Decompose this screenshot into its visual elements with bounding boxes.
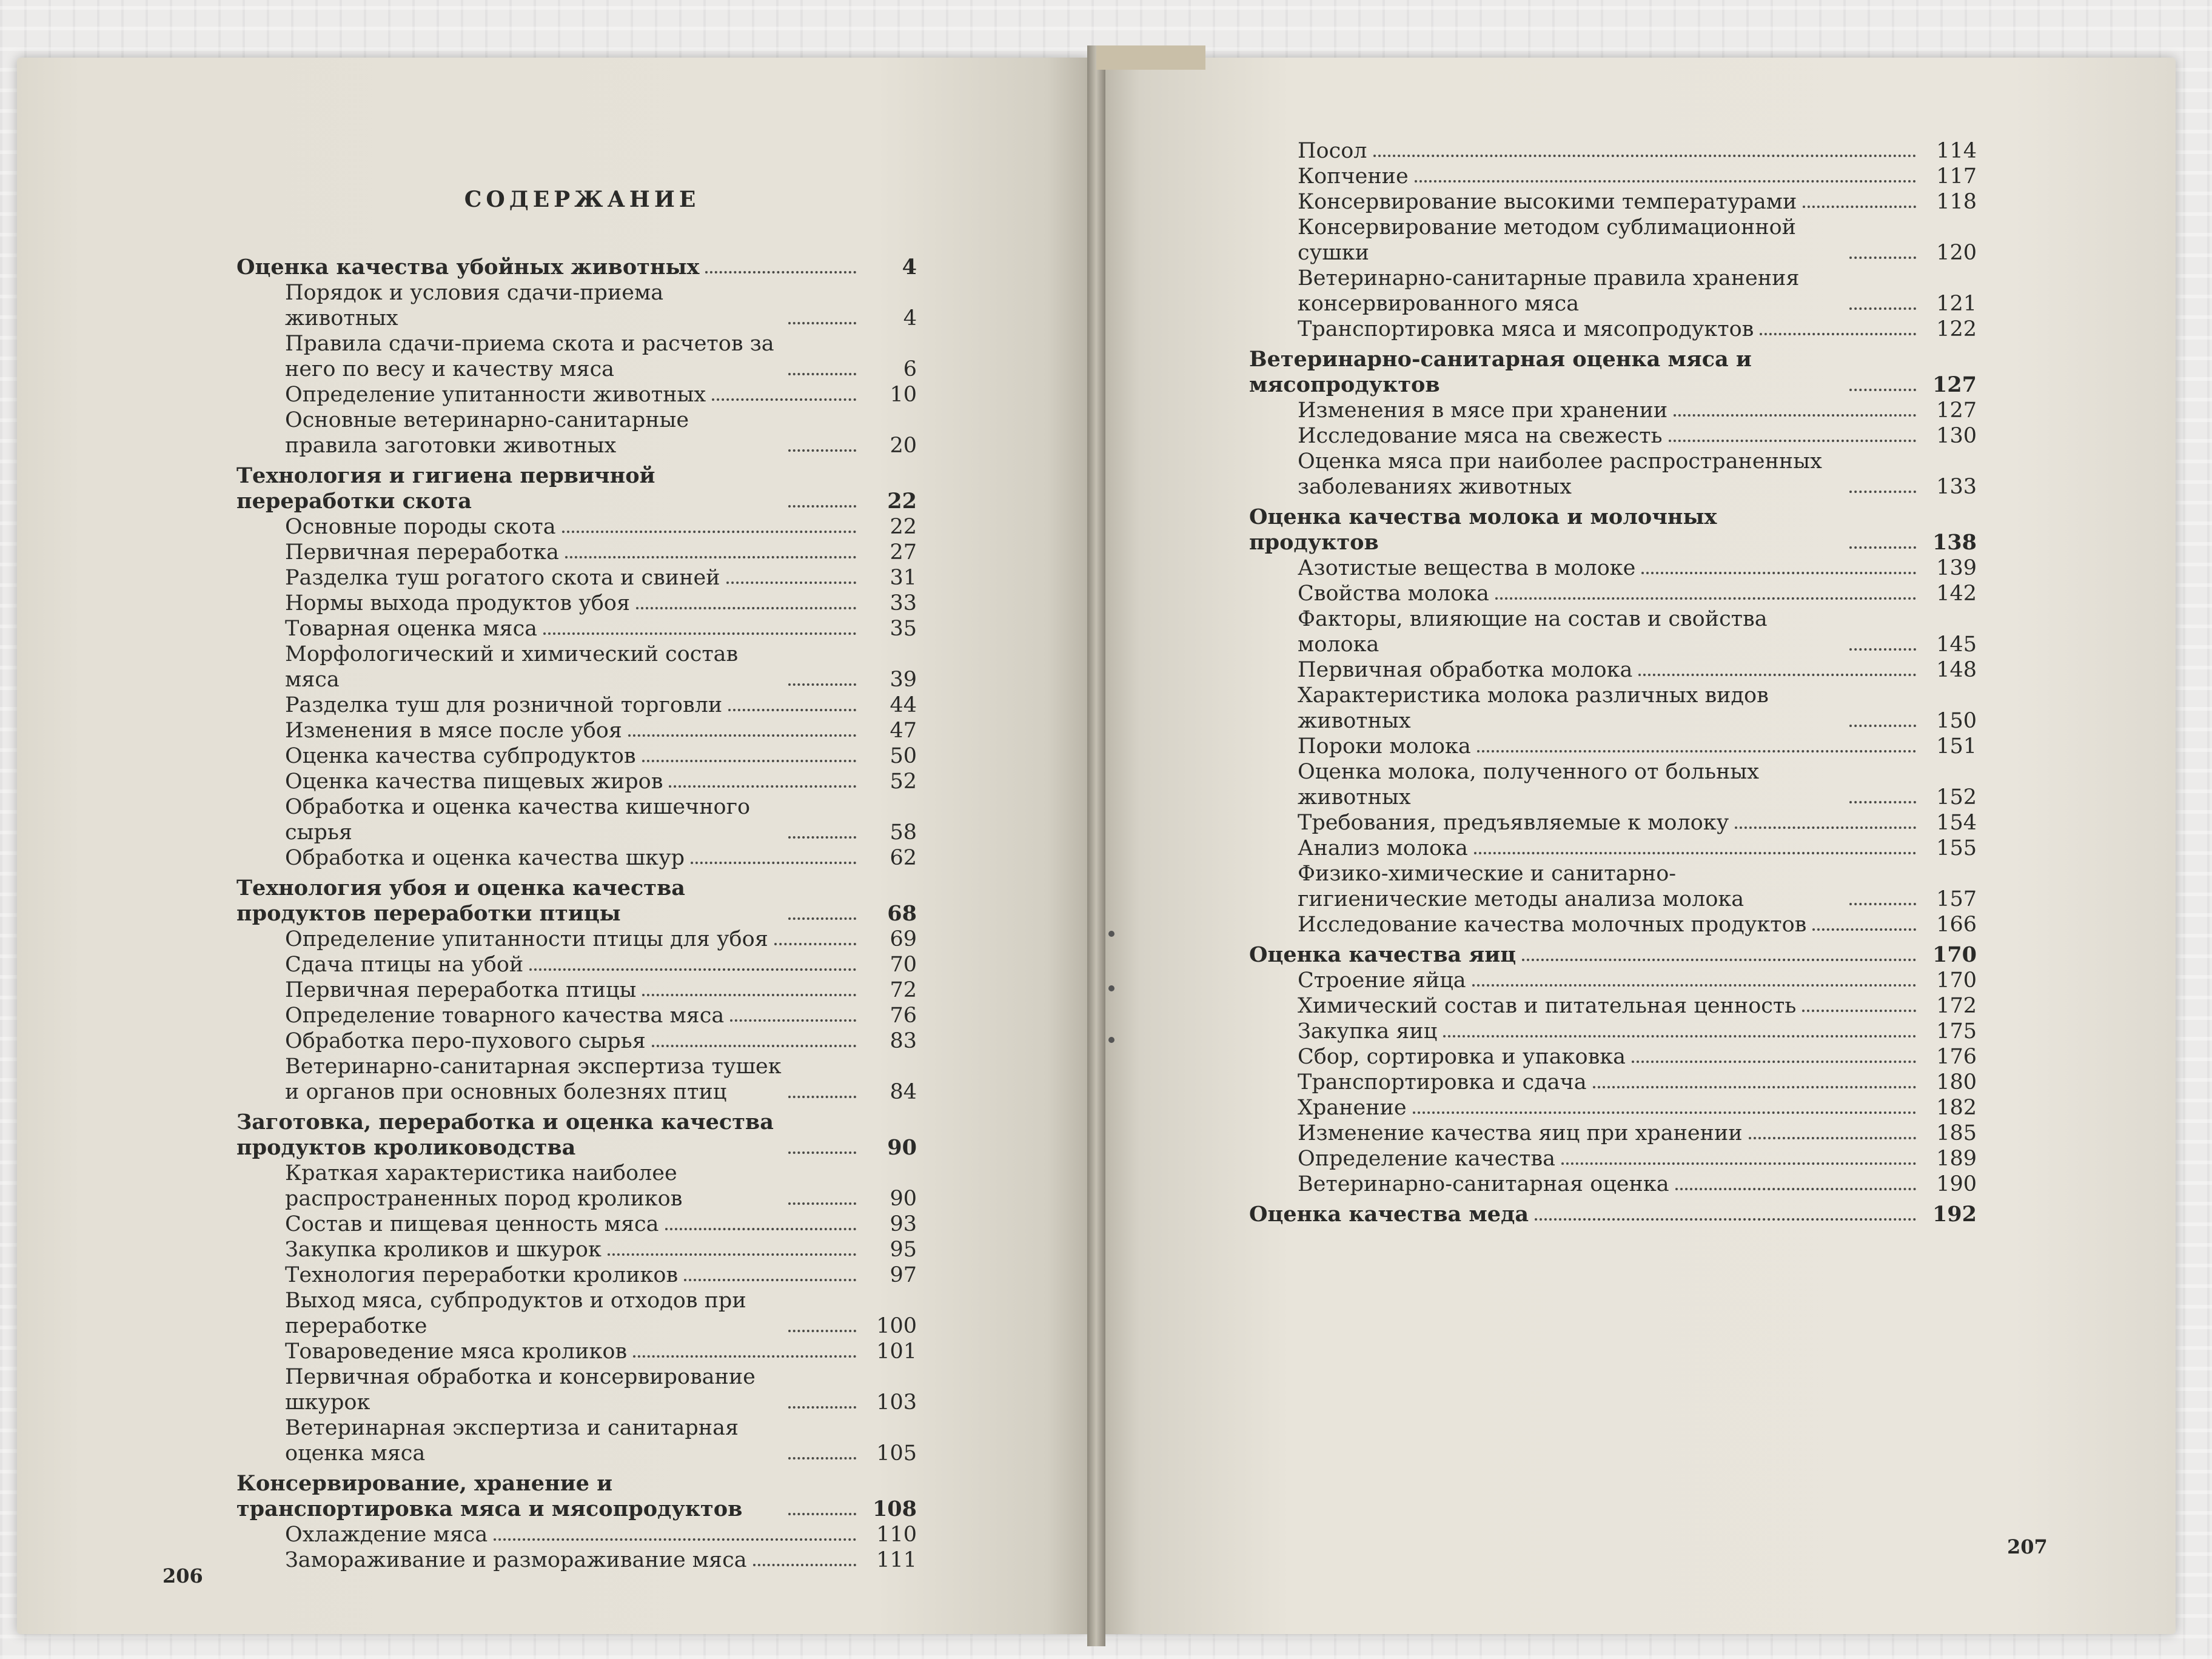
toc-subsection-entry: [236, 769, 917, 794]
dot-leader: [633, 1355, 856, 1358]
toc-entry-page: 10: [890, 383, 917, 407]
dot-leader: [1802, 1010, 1916, 1012]
toc-entry-title: Основные ветеринарно-санитарные правила заготовки животных: [285, 408, 689, 458]
toc-entry-page: 105: [876, 1441, 917, 1466]
toc-entry-page: 39: [890, 668, 917, 692]
dot-leader: [636, 607, 856, 609]
dot-leader: [1849, 725, 1916, 727]
toc-heading: СОДЕРЖАНИЕ: [464, 187, 700, 212]
toc-entry-page: 47: [890, 719, 917, 743]
toc-subsection-entry: [236, 1415, 917, 1466]
toc-subsection-entry: [236, 692, 917, 718]
toc-subsection-entry: [1249, 555, 1977, 581]
toc-entry-page: 155: [1936, 836, 1977, 860]
toc-section-entry: [236, 255, 917, 280]
binding-stitch: [1108, 1037, 1114, 1043]
toc-entry-title: Строение яйца: [1298, 968, 1466, 993]
toc-entry-page: 27: [890, 540, 917, 565]
toc-subsection-entry: [236, 565, 917, 591]
toc-subsection-entry: [236, 794, 917, 845]
toc-entry-title: Ветеринарная экспертиза и санитарная оценка мяса: [285, 1416, 739, 1466]
toc-entry-title: Транспортировка и сдача: [1298, 1070, 1587, 1094]
toc-subsection-entry: [1249, 606, 1977, 657]
dot-leader: [1638, 674, 1916, 676]
dot-leader: [1443, 1035, 1916, 1037]
toc-subsection-entry: [1249, 1146, 1977, 1171]
toc-entry-title: Транспортировка мяса и мясопродуктов: [1298, 317, 1754, 341]
toc-subsection-entry: [1249, 449, 1977, 500]
toc-subsection-entry: [1249, 1171, 1977, 1197]
toc-section-entry: [1249, 347, 1977, 398]
dot-leader: [1415, 180, 1916, 183]
toc-entry-title: Химический состав и питательная ценность: [1298, 994, 1797, 1018]
toc-entry-title: Свойства молока: [1298, 581, 1489, 606]
toc-entry-title: Исследование мяса на свежесть: [1298, 424, 1663, 448]
dot-leader: [726, 581, 857, 584]
dot-leader: [788, 1151, 856, 1154]
dot-leader: [788, 505, 856, 508]
dot-leader: [788, 449, 856, 452]
toc-entry-title: Ветеринарно-санитарная экспертиза тушек и органов при основных болезнях птиц: [285, 1054, 782, 1104]
toc-entry-page: 50: [890, 744, 917, 768]
dot-leader: [1641, 572, 1916, 574]
toc-subsection-entry: [236, 952, 917, 977]
toc-entry-page: 130: [1936, 424, 1977, 448]
dot-leader: [788, 917, 856, 920]
toc-entry-title: Оценка качества пищевых жиров: [285, 769, 663, 794]
dot-leader: [529, 968, 856, 971]
dot-leader: [1849, 491, 1916, 493]
toc-section-entry: [1249, 942, 1977, 968]
dot-leader: [1632, 1061, 1916, 1063]
dot-leader: [1561, 1162, 1916, 1165]
dot-leader: [562, 531, 856, 533]
toc-subsection-entry: [236, 1161, 917, 1212]
dot-leader: [1803, 206, 1916, 208]
toc-entry-page: 127: [1936, 398, 1977, 423]
toc-entry-title: Технология убоя и оценка качества продуктов переработки птицы: [236, 876, 685, 926]
toc-entry-title: Определение товарного качества мяса: [285, 1004, 725, 1028]
dot-leader: [565, 556, 856, 558]
toc-entry-page: 95: [890, 1238, 917, 1262]
toc-entry-page: 192: [1932, 1202, 1977, 1227]
toc-entry-title: Консервирование, хранение и транспортировка мяса и мясопродуктов: [236, 1471, 743, 1521]
dot-leader: [788, 683, 856, 686]
toc-section-entry: [236, 1110, 917, 1161]
toc-entry-page: 72: [890, 978, 917, 1002]
toc-entry-title: Товарная оценка мяса: [285, 617, 538, 641]
toc-entry-title: Первичная обработка молока: [1298, 658, 1633, 682]
dot-leader: [1472, 984, 1916, 987]
toc-section-entry: [236, 876, 917, 927]
toc-entry-title: Сдача птицы на убой: [285, 953, 524, 977]
toc-entry-page: 22: [887, 489, 917, 514]
book-spine: [1087, 45, 1105, 1646]
dot-leader: [1849, 256, 1916, 259]
dot-leader: [494, 1538, 856, 1541]
toc-subsection-entry: [236, 1364, 917, 1415]
toc-entry-title: Консервирование высокими температурами: [1298, 190, 1797, 214]
toc-entry-page: 133: [1936, 475, 1977, 499]
toc-subsection-entry: [1249, 912, 1977, 937]
dot-leader: [788, 1406, 856, 1409]
toc-entry-page: 93: [890, 1212, 917, 1236]
toc-subsection-entry: [236, 382, 917, 407]
toc-entry-page: 142: [1936, 581, 1977, 606]
toc-left-column: [236, 250, 917, 1573]
dot-leader: [788, 1457, 856, 1460]
toc-entry-page: 35: [890, 617, 917, 641]
toc-entry-title: Оценка качества яиц: [1249, 942, 1517, 967]
dot-leader: [788, 1096, 856, 1098]
dot-leader: [1669, 440, 1916, 442]
dot-leader: [543, 632, 856, 635]
dot-leader: [1812, 928, 1916, 931]
toc-subsection-entry: [1249, 683, 1977, 734]
toc-entry-page: 69: [890, 927, 917, 951]
toc-subsection-entry: [1249, 968, 1977, 993]
toc-entry-title: Оценка молока, полученного от больных животных: [1298, 760, 1759, 809]
dot-leader: [728, 709, 856, 711]
toc-entry-page: 103: [876, 1390, 917, 1415]
toc-entry-page: 166: [1936, 913, 1977, 937]
toc-subsection-entry: [236, 845, 917, 871]
toc-entry-title: Анализ молока: [1298, 836, 1468, 860]
toc-subsection-entry: [236, 407, 917, 458]
toc-entry-title: Характеристика молока различных видов животных: [1298, 683, 1769, 733]
toc-entry-page: 138: [1932, 530, 1977, 555]
toc-entry-title: Состав и пищевая ценность мяса: [285, 1212, 659, 1236]
toc-subsection-entry: [236, 1003, 917, 1028]
dot-leader: [788, 1202, 856, 1205]
toc-entry-title: Охлаждение мяса: [285, 1523, 488, 1547]
toc-subsection-entry: [1249, 423, 1977, 449]
toc-entry-title: Разделка туш рогатого скота и свиней: [285, 566, 720, 590]
dot-leader: [788, 1513, 856, 1515]
toc-subsection-entry: [236, 1054, 917, 1105]
toc-entry-page: 110: [876, 1523, 917, 1547]
toc-entry-title: Первичная переработка птицы: [285, 978, 637, 1002]
toc-entry-page: 20: [890, 434, 917, 458]
toc-entry-title: Основные породы скота: [285, 515, 556, 539]
toc-subsection-entry: [1249, 836, 1977, 861]
dot-leader: [1495, 597, 1916, 600]
dot-leader: [684, 1279, 856, 1281]
toc-subsection-entry: [236, 1288, 917, 1339]
toc-entry-page: 182: [1936, 1096, 1977, 1120]
left-page-number: 206: [163, 1564, 203, 1587]
toc-entry-title: Определение упитанности птицы для убоя: [285, 927, 768, 951]
toc-subsection-entry: [1249, 189, 1977, 215]
toc-subsection-entry: [236, 1547, 917, 1573]
toc-subsection-entry: [236, 591, 917, 616]
toc-entry-title: Товароведение мяса кроликов: [285, 1339, 628, 1364]
toc-subsection-entry: [236, 1339, 917, 1364]
toc-subsection-entry: [236, 743, 917, 769]
toc-subsection-entry: [236, 1212, 917, 1237]
toc-entry-title: Определение упитанности животных: [285, 383, 706, 407]
toc-subsection-entry: [1249, 398, 1977, 423]
toc-entry-page: 68: [887, 901, 917, 926]
toc-entry-page: 151: [1936, 734, 1977, 759]
toc-subsection-entry: [1249, 1044, 1977, 1070]
toc-subsection-entry: [236, 977, 917, 1003]
right-page-number: 207: [2007, 1535, 2048, 1558]
dot-leader: [1849, 648, 1916, 651]
dot-leader: [608, 1253, 856, 1256]
toc-entry-page: 118: [1936, 190, 1977, 214]
dot-leader: [1675, 1188, 1916, 1190]
toc-entry-title: Оценка качества убойных животных: [236, 255, 700, 280]
binding-cloth: [1096, 45, 1205, 70]
dot-leader: [753, 1564, 856, 1566]
dot-leader: [774, 943, 856, 945]
toc-right-column: [1249, 138, 1977, 1227]
toc-entry-page: 148: [1936, 658, 1977, 682]
dot-leader: [1749, 1137, 1916, 1139]
dot-leader: [669, 785, 856, 788]
dot-leader: [788, 322, 856, 324]
toc-entry-page: 108: [872, 1496, 917, 1521]
toc-entry-title: Изменения в мясе при хранении: [1298, 398, 1668, 423]
dot-leader: [1849, 801, 1916, 803]
dot-leader: [712, 398, 856, 401]
toc-section-entry: [1249, 504, 1977, 555]
toc-entry-page: 170: [1936, 968, 1977, 993]
toc-entry-title: Требования, предъявляемые к молоку: [1298, 811, 1729, 835]
toc-entry-title: Консервирование методом сублимационной сушки: [1298, 215, 1797, 265]
dot-leader: [788, 373, 856, 375]
toc-entry-title: Порядок и условия сдачи-приема животных: [285, 281, 664, 330]
toc-subsection-entry: [236, 514, 917, 540]
toc-entry-title: Правила сдачи-приема скота и расчетов за него по весу и качеству мяса: [285, 332, 774, 381]
toc-entry-title: Обработка и оценка качества шкур: [285, 846, 685, 870]
toc-entry-page: 4: [903, 306, 917, 330]
dot-leader: [1413, 1111, 1916, 1114]
dot-leader: [642, 760, 856, 762]
toc-entry-title: Оценка качества молока и молочных продуктов: [1249, 504, 1717, 555]
dot-leader: [1474, 852, 1916, 854]
dot-leader: [1477, 750, 1916, 752]
toc-subsection-entry: [236, 1028, 917, 1054]
toc-entry-page: 84: [890, 1080, 917, 1104]
toc-subsection-entry: [1249, 861, 1977, 912]
toc-section-entry: [236, 463, 917, 514]
toc-subsection-entry: [236, 1262, 917, 1288]
toc-entry-title: Первичная обработка и консервирование шкурок: [285, 1365, 756, 1415]
toc-subsection-entry: [1249, 215, 1977, 266]
toc-subsection-entry: [236, 1522, 917, 1547]
toc-subsection-entry: [236, 642, 917, 692]
toc-entry-page: 170: [1932, 942, 1977, 967]
toc-entry-title: Выход мяса, субпродуктов и отходов при переработке: [285, 1289, 746, 1338]
toc-entry-page: 120: [1936, 241, 1977, 265]
dot-leader: [1849, 307, 1916, 310]
toc-entry-title: Азотистые вещества в молоке: [1298, 556, 1636, 580]
toc-entry-title: Сбор, сортировка и упаковка: [1298, 1045, 1626, 1069]
toc-entry-title: Исследование качества молочных продуктов: [1298, 913, 1807, 937]
toc-subsection-entry: [1249, 266, 1977, 317]
toc-subsection-entry: [1249, 657, 1977, 683]
toc-entry-title: Обработка и оценка качества кишечного сырья: [285, 795, 751, 845]
toc-entry-page: 111: [876, 1548, 917, 1572]
dot-leader: [628, 734, 856, 737]
toc-entry-page: 62: [890, 846, 917, 870]
dot-leader: [1849, 546, 1916, 549]
toc-entry-page: 117: [1936, 164, 1977, 189]
dot-leader: [652, 1045, 856, 1047]
toc-entry-page: 31: [890, 566, 917, 590]
toc-entry-page: 175: [1936, 1019, 1977, 1044]
toc-subsection-entry: [236, 1237, 917, 1262]
toc-entry-title: Оценка качества меда: [1249, 1202, 1529, 1227]
toc-subsection-entry: [1249, 993, 1977, 1019]
toc-entry-title: Ветеринарно-санитарные правила хранения консервированного мяса: [1298, 266, 1800, 316]
toc-entry-page: 172: [1936, 994, 1977, 1018]
toc-entry-title: Краткая характеристика наиболее распространенных пород кроликов: [285, 1161, 683, 1211]
toc-entry-title: Технология переработки кроликов: [285, 1263, 679, 1287]
toc-subsection-entry: [236, 331, 917, 382]
toc-entry-title: Заготовка, переработка и оценка качества продуктов кролиководства: [236, 1110, 774, 1160]
toc-section-entry: [1249, 1202, 1977, 1227]
toc-entry-page: 4: [902, 255, 917, 280]
binding-stitch: [1108, 985, 1114, 991]
dot-leader: [1849, 903, 1916, 905]
toc-entry-page: 83: [890, 1029, 917, 1053]
dot-leader: [1535, 1218, 1916, 1221]
toc-subsection-entry: [1249, 759, 1977, 810]
dot-leader: [1674, 414, 1916, 417]
toc-subsection-entry: [1249, 1019, 1977, 1044]
toc-entry-page: 114: [1936, 139, 1977, 163]
dot-leader: [691, 862, 856, 864]
toc-subsection-entry: [1249, 138, 1977, 164]
toc-entry-page: 101: [876, 1339, 917, 1364]
toc-entry-page: 127: [1932, 372, 1977, 397]
toc-subsection-entry: [1249, 734, 1977, 759]
dot-leader: [1522, 959, 1916, 961]
toc-entry-page: 58: [890, 820, 917, 845]
dot-leader: [705, 271, 856, 273]
toc-subsection-entry: [1249, 1070, 1977, 1095]
toc-entry-page: 100: [876, 1314, 917, 1338]
toc-entry-page: 189: [1936, 1147, 1977, 1171]
dot-leader: [642, 994, 856, 996]
dot-leader: [788, 1330, 856, 1332]
dot-leader: [1760, 333, 1916, 335]
toc-entry-title: Изменение качества яиц при хранении: [1298, 1121, 1743, 1145]
toc-entry-title: Оценка качества субпродуктов: [285, 744, 636, 768]
toc-entry-title: Пороки молока: [1298, 734, 1471, 759]
toc-entry-page: 154: [1936, 811, 1977, 835]
toc-entry-title: Хранение: [1298, 1096, 1407, 1120]
toc-entry-page: 190: [1936, 1172, 1977, 1196]
toc-entry-page: 139: [1936, 556, 1977, 580]
toc-entry-title: Нормы выхода продуктов убоя: [285, 591, 631, 615]
toc-subsection-entry: [1249, 581, 1977, 606]
toc-entry-page: 121: [1936, 292, 1977, 316]
dot-leader: [1593, 1086, 1916, 1088]
toc-subsection-entry: [236, 616, 917, 642]
binding-stitch: [1108, 931, 1114, 937]
dot-leader: [665, 1228, 856, 1230]
toc-entry-page: 6: [903, 357, 917, 381]
toc-entry-title: Физико-химические и санитарно-гигиенические методы анализа молока: [1298, 862, 1744, 911]
toc-entry-page: 180: [1936, 1070, 1977, 1094]
toc-subsection-entry: [1249, 317, 1977, 342]
toc-entry-title: Копчение: [1298, 164, 1409, 189]
toc-entry-page: 90: [887, 1135, 917, 1160]
toc-entry-page: 157: [1936, 887, 1977, 911]
dot-leader: [1849, 389, 1916, 391]
toc-subsection-entry: [236, 927, 917, 952]
dot-leader: [788, 836, 856, 839]
toc-entry-page: 176: [1936, 1045, 1977, 1069]
toc-entry-title: Технология и гигиена первичной переработки скота: [236, 463, 655, 514]
toc-entry-page: 185: [1936, 1121, 1977, 1145]
toc-entry-page: 33: [890, 591, 917, 615]
toc-subsection-entry: [1249, 810, 1977, 836]
toc-entry-page: 52: [890, 769, 917, 794]
toc-entry-page: 152: [1936, 785, 1977, 809]
toc-entry-page: 97: [890, 1263, 917, 1287]
dot-leader: [730, 1019, 856, 1022]
dot-leader: [1735, 826, 1916, 829]
dot-leader: [1373, 155, 1916, 157]
toc-entry-title: Первичная переработка: [285, 540, 559, 565]
toc-entry-title: Обработка перо-пухового сырья: [285, 1029, 646, 1053]
toc-subsection-entry: [1249, 1095, 1977, 1121]
toc-entry-title: Закупка яиц: [1298, 1019, 1438, 1044]
toc-entry-page: 150: [1936, 709, 1977, 733]
toc-entry-page: 76: [890, 1004, 917, 1028]
toc-entry-page: 122: [1936, 317, 1977, 341]
toc-entry-title: Посол: [1298, 139, 1367, 163]
toc-entry-title: Ветеринарно-санитарная оценка: [1298, 1172, 1669, 1196]
toc-subsection-entry: [1249, 164, 1977, 189]
toc-entry-page: 44: [890, 693, 917, 717]
toc-entry-title: Изменения в мясе после убоя: [285, 719, 622, 743]
toc-entry-page: 22: [890, 515, 917, 539]
toc-entry-page: 70: [890, 953, 917, 977]
toc-entry-title: Определение качества: [1298, 1147, 1555, 1171]
toc-entry-title: Ветеринарно-санитарная оценка мяса и мясопродуктов: [1249, 347, 1752, 397]
toc-entry-title: Замораживание и размораживание мяса: [285, 1548, 747, 1572]
toc-subsection-entry: [236, 718, 917, 743]
toc-entry-title: Оценка мяса при наиболее распространенных заболеваниях животных: [1298, 449, 1822, 499]
toc-entry-title: Морфологический и химический состав мяса: [285, 642, 739, 692]
toc-entry-title: Разделка туш для розничной торговли: [285, 693, 723, 717]
toc-subsection-entry: [236, 280, 917, 331]
toc-entry-page: 145: [1936, 632, 1977, 657]
toc-entry-title: Закупка кроликов и шкурок: [285, 1238, 602, 1262]
toc-entry-title: Факторы, влияющие на состав и свойства молока: [1298, 607, 1768, 657]
toc-subsection-entry: [236, 540, 917, 565]
toc-section-entry: [236, 1471, 917, 1522]
toc-subsection-entry: [1249, 1121, 1977, 1146]
toc-entry-page: 90: [890, 1187, 917, 1211]
